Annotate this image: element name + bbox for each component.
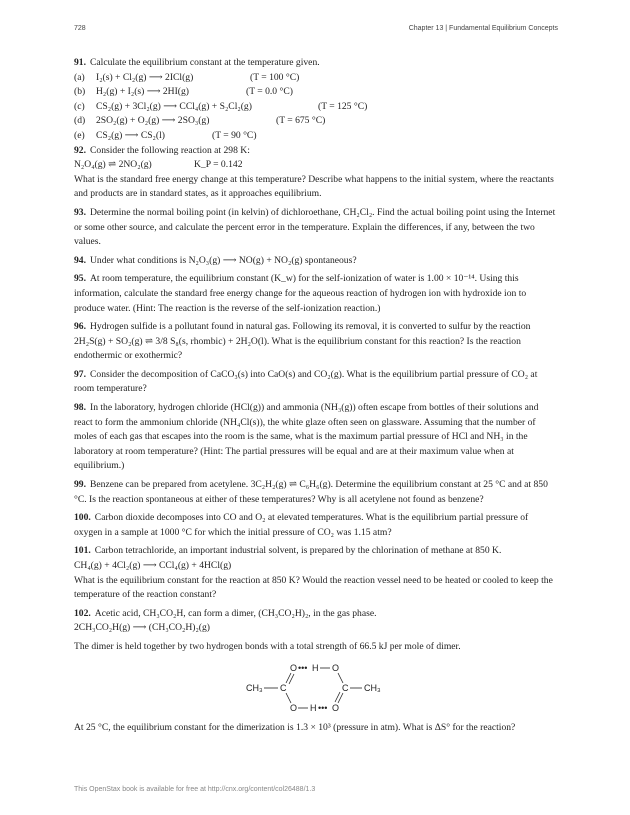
q91-part-c: (c) CS₂(g) + 3Cl₂(g) ⟶ CCl₄(g) + S₂Cl₂(g) (T = 125 °C): [74, 100, 368, 112]
chapter-header: Chapter 13 | Fundamental Equilibrium Concepts: [408, 25, 558, 32]
problem-list: [74, 56, 556, 735]
page-number: 728: [74, 25, 86, 32]
footer-note: This OpenStax book is available for free at http://cnx.org/content/col26488/1.3: [74, 786, 316, 793]
q91-part-b: (b) H₂(g) + I₂(s) ⟶ 2HI(g) (T = 0.0 °C): [74, 86, 293, 98]
question-93: 93. Determine the normal boiling point (in kelvin) of dichloroethane, CH₂Cl₂. Find the actual boiling point using the Internet or some other source, and calculate the percent error in the temperature. Explain the differences, if any, between the two values.: [74, 206, 556, 248]
dimer-o-top-right: O: [332, 662, 340, 673]
question-97: 97. Consider the decomposition of CaCO₃(s) into CaO(s) and CO₂(g). What is the equilibrium partial pressure of CO₂ at room temperature?: [74, 368, 538, 395]
acetic-acid-dimer-diagram: [246, 661, 396, 717]
question-100: 100. Carbon dioxide decomposes into CO and O₂ at elevated temperatures. What is the equilibrium partial pressure of oxygen in a sample at 1000 °C for which the initial pressure of CO₂ was 1.15 atm?: [74, 512, 529, 538]
question-92-body: What is the standard free energy change at this temperature? Describe what happens to the initial system, where the reactants and products are in standard states, as it approaches equilibrium.: [74, 173, 554, 200]
q91-part-e: (e) CS₂(g) ⟶ CS₂(l) (T = 90 °C): [74, 129, 257, 141]
question-101: 101. Carbon tetrachloride, an important industrial solvent, is prepared by the chlorination of methane at 850 K.: [74, 545, 502, 557]
q92-reaction: N₂O₄(g) ⇌ 2NO₂(g) K_P = 0.142: [74, 159, 243, 171]
hbond-dots-bottom: •••: [318, 702, 328, 713]
hbond-dots-top: •••: [298, 662, 308, 673]
question-102-reaction: 2CH₃CO₂H(g) ⟶ (CH₃CO₂H)₂(g): [74, 622, 210, 634]
dimer-h-bottom: H: [310, 702, 317, 713]
question-96: 96. Hydrogen sulfide is a pollutant found in natural gas. Following its removal, it is converted to sulfur by the reaction 2H₂S(g) + SO₂(g) ⇌ 3/8 S₈(s, rhombic) + 2H₂O(l). What is the equilibrium constant for this reaction? Is the reaction endothermic or exothermic?: [74, 321, 531, 362]
bond-c-o-bottom-left: [286, 693, 291, 703]
question-99: 99. Benzene can be prepared from acetylene. 3C₂H₂(g) ⇌ C₆H₆(g). Determine the equilibrium constant at 25 °C and at 850 °C. Is the reaction spontaneous at either of these temperatures? Why is all acetylene not found as benzene?: [74, 479, 548, 505]
question-91: 91. Calculate the equilibrium constant at the temperature given.: [74, 57, 320, 68]
q91-part-a: (a) I₂(s) + Cl₂(g) ⟶ 2ICl(g) (T = 100 °C): [74, 71, 300, 83]
bond-o-c-top-right: [338, 673, 343, 683]
question-101-body: What is the equilibrium constant for the reaction at 850 K? Would the reaction vessel need to be heated or cooled to keep the temperature of the reaction constant?: [74, 574, 553, 601]
dimer-o-bottom-right: O: [332, 702, 340, 713]
q91-part-d: (d) 2SO₂(g) + O₂(g) ⟶ 2SO₃(g) (T = 675 °C): [74, 115, 326, 127]
dimer-o-bottom-left: O: [290, 702, 298, 713]
dimer-o-top-left: O: [290, 662, 298, 673]
dimer-c-right: C: [342, 682, 349, 693]
question-98: 98. In the laboratory, hydrogen chloride (HCl(g)) and ammonia (NH₃(g)) often escape from bottles of their solutions and react to form the ammonium chloride (NH₄Cl(s)), the white glaze often seen on glassware. Assuming that the number of moles of each gas that escapes into the room is the same, what is the maximum partial pressure of HCl and NH₃ in the laboratory at room temperature? (Hint: The partial pressures will be equal and are at their maximum value when at equilibrium.): [74, 402, 539, 472]
question-102-body: The dimer is held together by two hydrogen bonds with a total strength of 66.5 kJ per mole of dimer.: [74, 640, 461, 652]
question-102: 102. Acetic acid, CH₃CO₂H, can form a dimer, (CH₃CO₂H)₂, in the gas phase.: [74, 607, 377, 619]
dimer-c-left: C: [280, 682, 287, 693]
dimer-ch3-right: CH₃: [364, 682, 381, 693]
question-95: 95. At room temperature, the equilibrium constant (K_w) for the self-ionization of water is 1.00 × 10⁻¹⁴. Using this information, calculate the standard free energy change for the aqueous reaction of hydrogen ion with hydroxide ion to produce water. (Hint: The reaction is the reverse of the self-ionization reaction.): [74, 273, 527, 314]
dimer-ch3-left: CH₃: [246, 682, 263, 693]
question-92: 92. Consider the following reaction at 298 K:: [74, 144, 250, 156]
question-101-reaction: CH₄(g) + 4Cl₂(g) ⟶ CCl₄(g) + 4HCl(g): [74, 560, 232, 571]
question-102-final: At 25 °C, the equilibrium constant for the dimerization is 1.3 × 10³ (pressure in atm). What is ΔS° for the reaction?: [74, 721, 516, 733]
dimer-h-top: H: [312, 662, 319, 673]
question-94: 94. Under what conditions is N₂O₃(g) ⟶ NO(g) + NO₂(g) spontaneous?: [74, 254, 357, 266]
